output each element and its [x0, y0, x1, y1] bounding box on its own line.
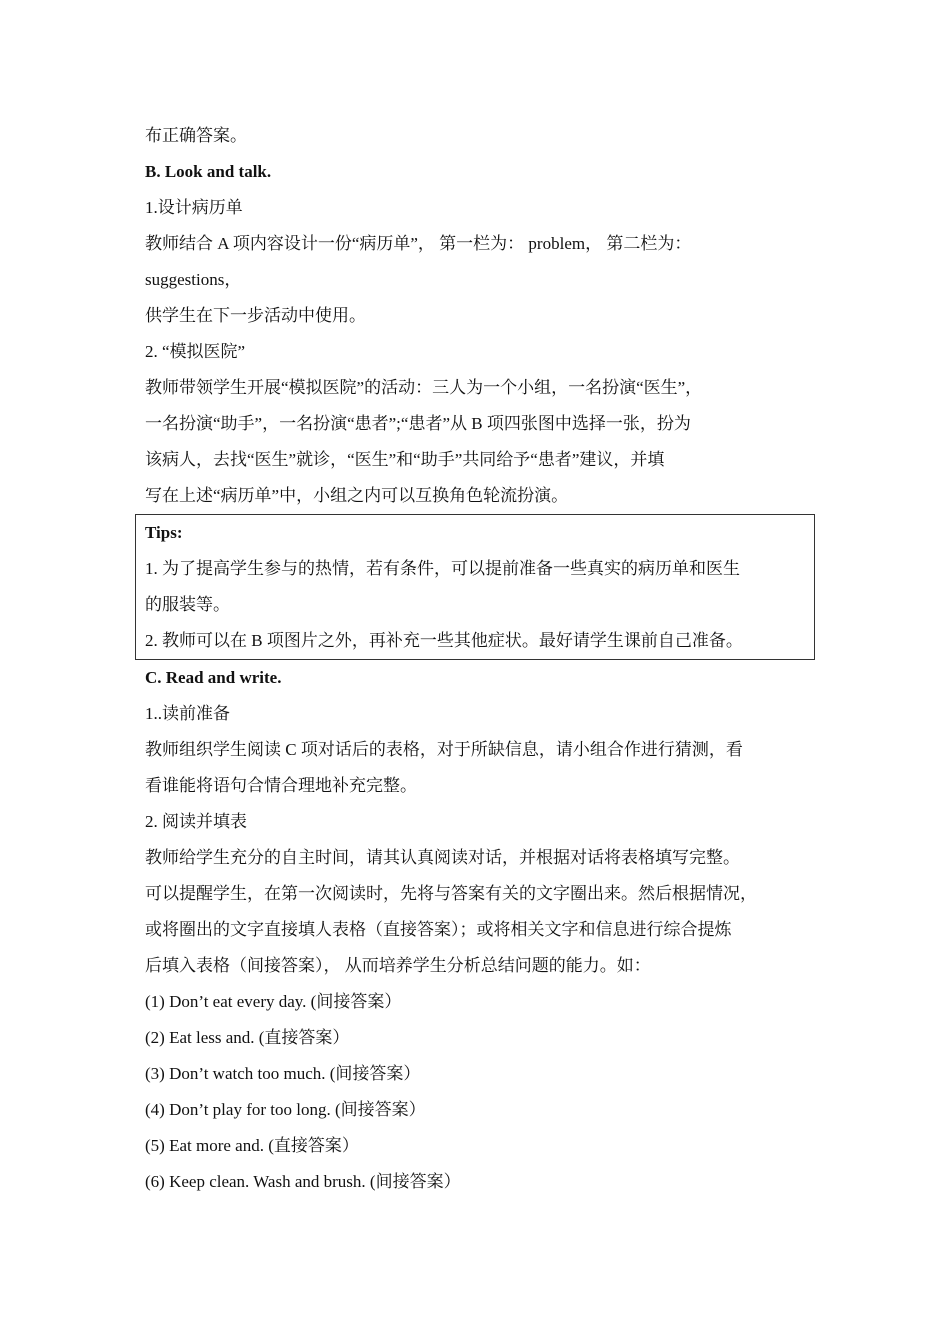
tips-title: Tips:	[145, 523, 183, 542]
section-b-step1-title: 1.设计病历单	[145, 198, 243, 217]
section-b-step2-line: 该病人，去找“医生”就诊，“医生”和“助手”共同给予“患者”建议，并填	[145, 450, 665, 469]
section-b-step1-line: 供学生在下一步活动中使用。	[145, 306, 366, 325]
section-c-step2-line: 后填入表格（间接答案）， 从而培养学生分析总结问题的能力。如：	[145, 956, 651, 975]
section-c-step2-line: 教师给学生充分的自主时间，请其认真阅读对话，并根据对话将表格填写完整。	[145, 848, 740, 867]
example-item: (5) Eat more and. (直接答案）	[145, 1136, 359, 1155]
tips-line: 的服装等。	[145, 595, 230, 614]
section-a-tail: 布正确答案。	[145, 126, 247, 145]
tips-line: 1. 为了提高学生参与的热情，若有条件，可以提前准备一些真实的病历单和医生	[145, 559, 740, 578]
section-c-step1-line: 看谁能将语句合情合理地补充完整。	[145, 776, 417, 795]
section-c-step2-line: 或将圈出的文字直接填人表格（直接答案）；或将相关文字和信息进行综合提炼	[145, 920, 732, 939]
tips-line: 2. 教师可以在 B 项图片之外，再补充一些其他症状。最好请学生课前自己准备。	[145, 631, 743, 650]
section-c-step1-title: 1..读前准备	[145, 704, 230, 723]
section-b-step2-line: 一名扮演“助手”，一名扮演“患者”;“患者”从 B 项四张图中选择一张，扮为	[145, 414, 691, 433]
tips-box	[135, 514, 815, 660]
section-b-step2-title: 2. “模拟医院”	[145, 342, 246, 361]
section-b-heading: B. Look and talk.	[145, 162, 272, 181]
section-b-step1-line: suggestions，	[145, 270, 242, 289]
section-c-step2-line: 可以提醒学生，在第一次阅读时，先将与答案有关的文字圈出来。然后根据情况，	[145, 884, 757, 903]
document-page	[145, 118, 813, 1200]
example-item: (4) Don’t play for too long. (间接答案）	[145, 1100, 426, 1119]
example-item: (3) Don’t watch too much. (间接答案）	[145, 1064, 421, 1083]
section-c-heading: C. Read and write.	[145, 668, 282, 687]
section-b-step2-line: 教师带领学生开展“模拟医院”的活动：三人为一个小组，一名扮演“医生”，	[145, 378, 703, 397]
example-item: (6) Keep clean. Wash and brush. (间接答案）	[145, 1172, 461, 1191]
section-c-step2-title: 2. 阅读并填表	[145, 812, 247, 831]
section-c-step1-line: 教师组织学生阅读 C 项对话后的表格，对于所缺信息，请小组合作进行猜测，看	[145, 740, 743, 759]
section-b-step1-line: 教师结合 A 项内容设计一份“病历单”， 第一栏为： problem， 第二栏为：	[145, 234, 692, 253]
section-b-step2-line: 写在上述“病历单”中，小组之内可以互换角色轮流扮演。	[145, 486, 569, 505]
example-item: (2) Eat less and. (直接答案）	[145, 1028, 350, 1047]
example-item: (1) Don’t eat every day. (间接答案）	[145, 992, 402, 1011]
